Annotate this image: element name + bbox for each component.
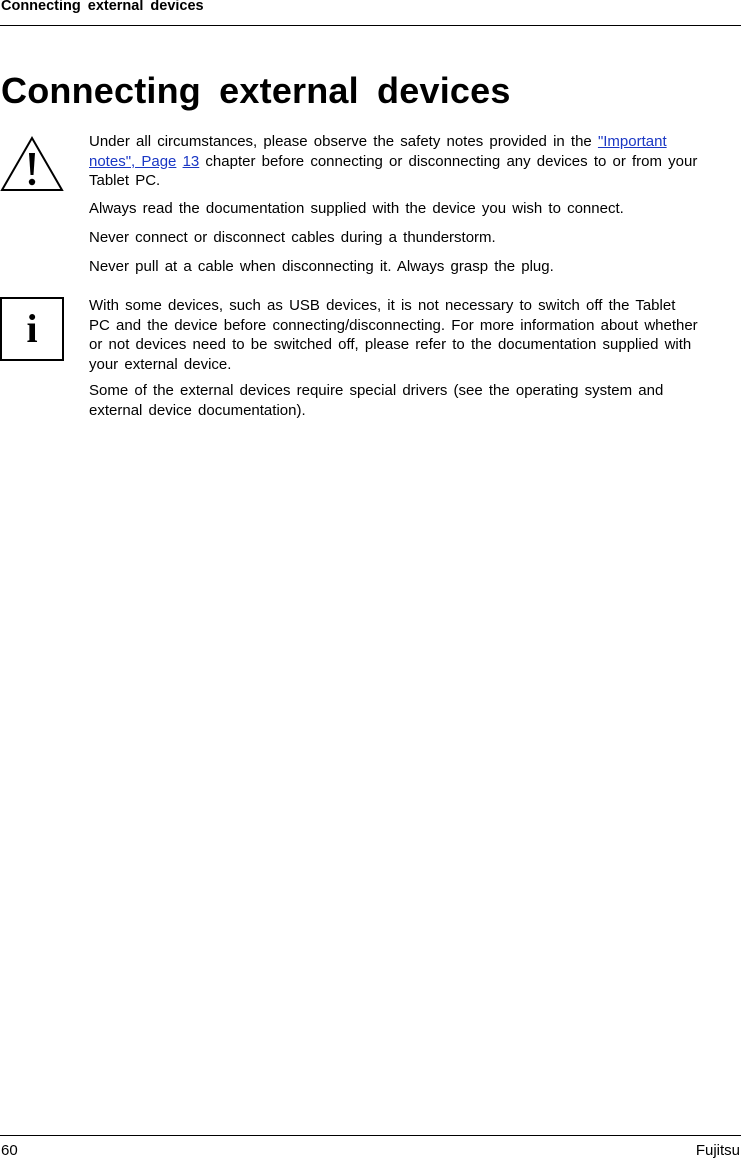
info-glyph: i (26, 306, 38, 351)
running-header (0, 0, 741, 26)
page-title: Connecting external devices (1, 70, 511, 111)
warning-paragraph-4: Never pull at a cable when disconnecting it. Always grasp the plug. (89, 258, 554, 275)
running-header-title: Connecting external devices (1, 0, 204, 14)
warning-text-after: chapter before connecting or disconnecting any devices to or from your Tablet PC. (89, 152, 698, 189)
info-paragraph-1: With some devices, such as USB devices, it is not necessary to switch off the Tablet PC and the device before connecting/disconnecting. For more information about whether or not devices need to be switched off, please refer to the documentation supplied with your external device. (89, 297, 698, 373)
warning-paragraph-3: Never connect or disconnect cables during a thunderstorm. (89, 229, 496, 246)
warning-text-before: Under all circumstances, please observe the safety notes provided in the (89, 133, 592, 150)
running-footer (0, 1135, 741, 1159)
warning-triangle-icon (0, 135, 64, 193)
info-paragraph-2: Some of the external devices require special drivers (see the operating system and external device documentation). (89, 382, 664, 419)
important-notes-link[interactable]: "Important notes", Page (89, 133, 667, 170)
warning-paragraph-2: Always read the documentation supplied with the device you wish to connect. (89, 200, 624, 217)
warning-paragraph-1 (89, 132, 699, 191)
info-box-icon (0, 297, 64, 361)
footer-brand: Fujitsu (695, 1142, 740, 1159)
page-13-link[interactable]: 13 (182, 152, 200, 170)
page-number: 60 (1, 1142, 18, 1159)
